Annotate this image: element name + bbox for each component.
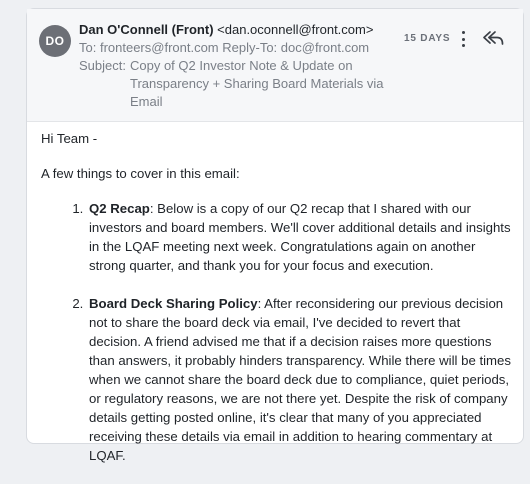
reply-all-icon[interactable] bbox=[482, 29, 504, 47]
list-item bbox=[87, 294, 511, 465]
kebab-dot bbox=[462, 44, 465, 47]
item-title: Q2 Recap bbox=[89, 201, 150, 216]
item-title: Board Deck Sharing Policy bbox=[89, 296, 258, 311]
to-field[interactable]: To: fronteers@front.com bbox=[79, 40, 219, 55]
list-item bbox=[87, 199, 511, 275]
email-message bbox=[26, 8, 524, 463]
item-text: : After reconsidering our previous decision not to share the board deck via email, I've decided to revert that decision. A friend advised me that if a decision raises more questions than answers, it probably hinders transparency. While there will be times when we cannot share the board deck due to compliance, quiet periods, or regulatory reasons, we are not there yet. Despite the risk of company details getting posted online, it's clear that many of you appreciated receiving these details via email in addition to hearing commentary at LQAF. bbox=[89, 296, 511, 463]
subject-label: Subject: bbox=[79, 58, 126, 73]
from-line bbox=[79, 21, 399, 39]
email-body bbox=[41, 129, 511, 484]
subject-line bbox=[79, 57, 399, 111]
reply-to-field[interactable]: Reply-To: doc@front.com bbox=[222, 40, 370, 55]
sender-name[interactable]: Dan O'Connell (Front) bbox=[79, 22, 214, 37]
subject-text: Copy of Q2 Investor Note & Update on Transparency + Sharing Board Materials via Email bbox=[129, 58, 384, 109]
recipients-line bbox=[79, 39, 399, 57]
kebab-dot bbox=[462, 38, 465, 41]
greeting: Hi Team - bbox=[41, 131, 98, 146]
header-details bbox=[79, 21, 399, 111]
kebab-dot bbox=[462, 31, 465, 34]
email-header bbox=[27, 9, 523, 122]
intro-text: A few things to cover in this email: bbox=[41, 166, 240, 181]
item-text: : Below is a copy of our Q2 recap that I shared with our investors and board members. We'll cover additional details and insights in the LQAF meeting next week. Congratulations again on another strong quarter, and thank you for your focus and execution. bbox=[89, 201, 511, 273]
sender-email[interactable]: <dan.oconnell@front.com> bbox=[217, 22, 374, 37]
message-age: 15 DAYS bbox=[404, 33, 451, 44]
kebab-menu-icon[interactable] bbox=[456, 29, 470, 49]
avatar[interactable]: DO bbox=[39, 25, 71, 57]
topic-list bbox=[41, 199, 511, 465]
